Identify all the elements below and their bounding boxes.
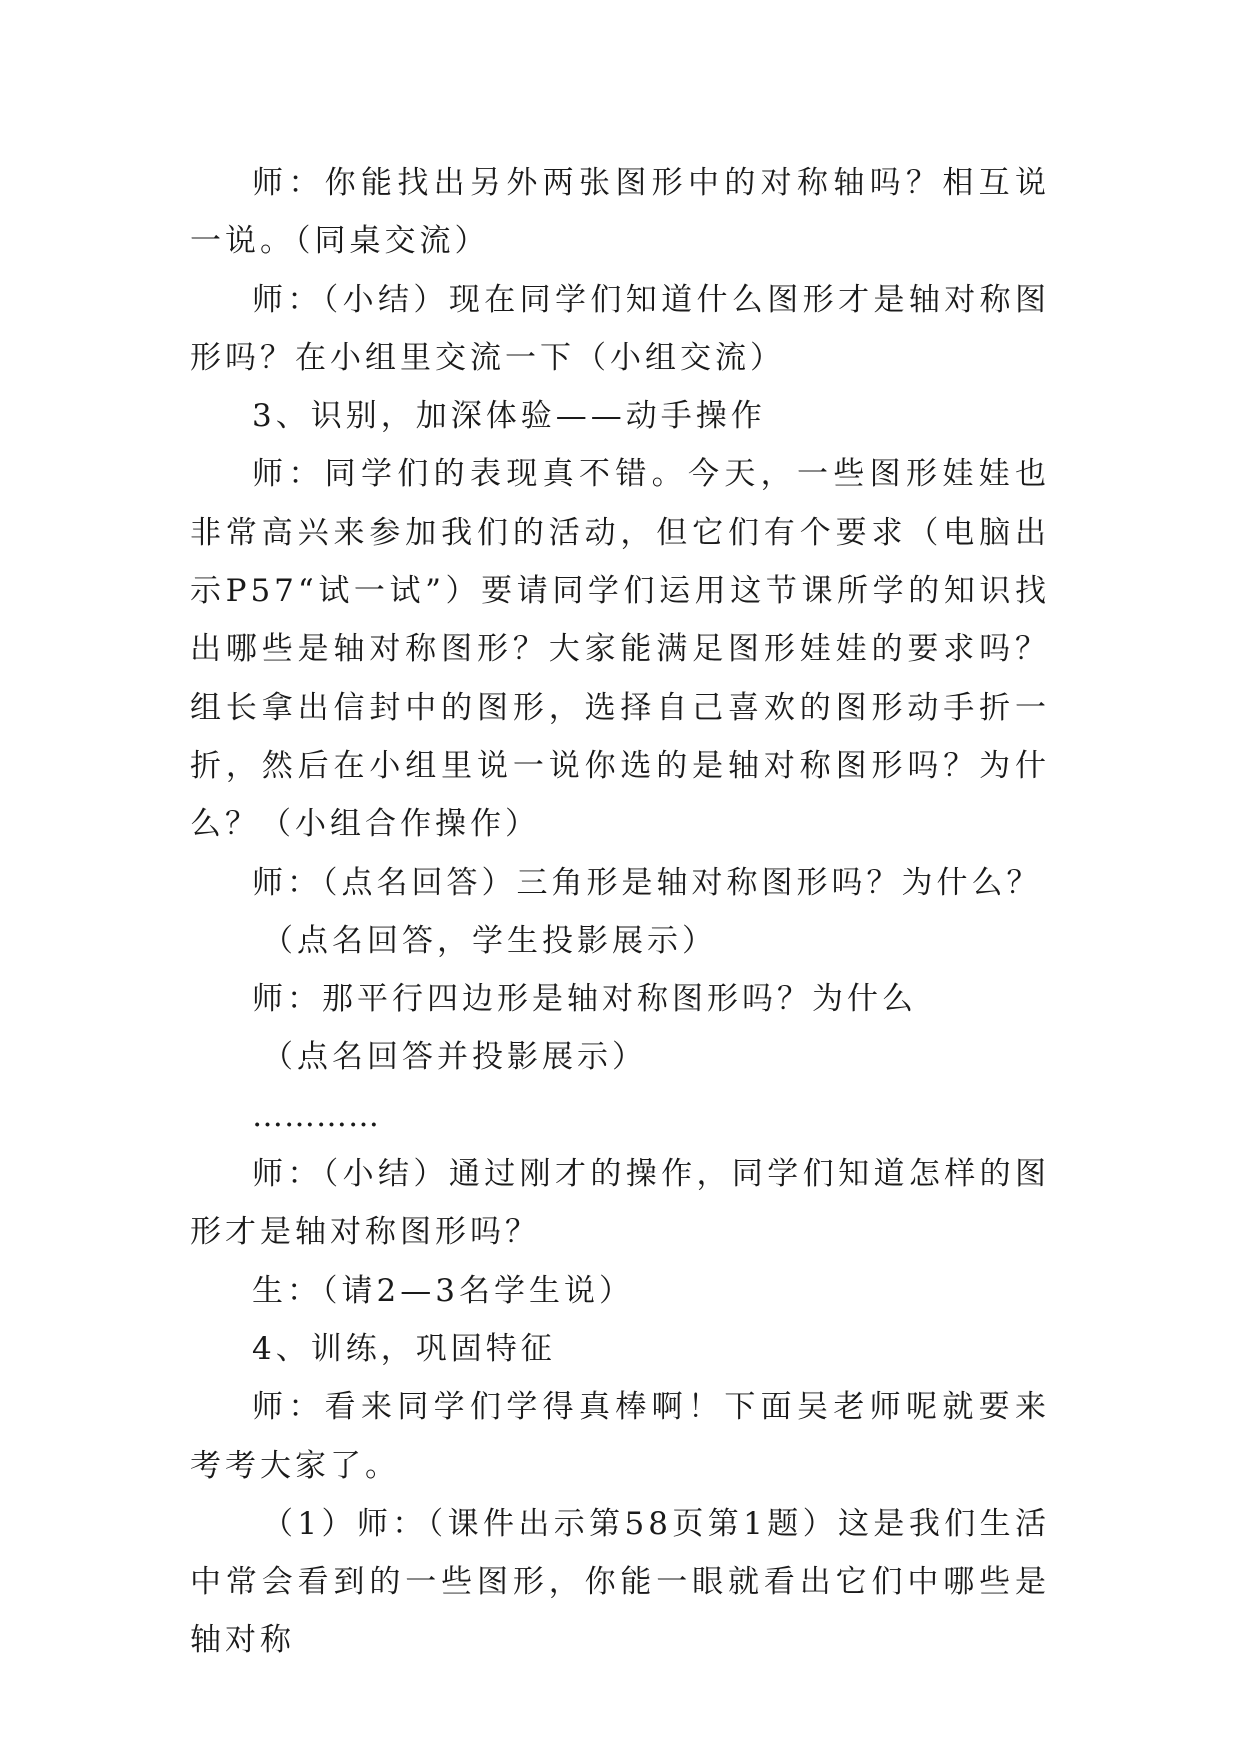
paragraph-student-answer: 生：（请2—3名学生说） bbox=[252, 1272, 634, 1309]
paragraph-shape-dolls: 师：同学们的表现真不错。今天，一些图形娃娃也非常高兴来参加我们的活动，但它们有个要求（电脑出示P57“试一试”）要请同学们运用这节课所学的知识找出哪些是轴对称图形？大家能满足图形娃娃的要求吗？组长拿出信封中的图形，选择自己喜欢的图形动手折一折，然后在小组里说一说你选的是轴对称图形吗？为什么？（小组合作操作） bbox=[190, 456, 1050, 843]
paragraph-operation-summary: 师：（小结）通过刚才的操作，同学们知道怎样的图形才是轴对称图形吗？ bbox=[190, 1156, 1050, 1251]
paragraph-section-4-heading: 4、训练，巩固特征 bbox=[252, 1330, 556, 1367]
paragraph-parallelogram-answer: （点名回答并投影展示） bbox=[262, 1039, 647, 1076]
paragraph-triangle-question: 师：（点名回答）三角形是轴对称图形吗？为什么？ bbox=[252, 864, 1042, 901]
paragraph-ellipsis: ………… bbox=[252, 1097, 380, 1134]
paragraph-summary-question: 师：（小结）现在同学们知道什么图形才是轴对称图形吗？在小组里交流一下（小组交流） bbox=[190, 281, 1050, 376]
paragraph-teacher-test: 师：看来同学们学得真棒啊！下面吴老师呢就要来考考大家了。 bbox=[190, 1389, 1050, 1484]
document-body bbox=[190, 154, 1050, 1670]
paragraph-find-axis: 师：你能找出另外两张图形中的对称轴吗？相互说一说。（同桌交流） bbox=[190, 165, 1050, 260]
paragraph-exercise-1: （1）师：（课件出示第58页第1题）这是我们生活中常会看到的一些图形，你能一眼就看出它们中哪些是轴对称 bbox=[190, 1505, 1050, 1659]
paragraph-section-3-heading: 3、识别，加深体验——动手操作 bbox=[252, 398, 766, 435]
paragraph-triangle-answer: （点名回答，学生投影展示） bbox=[262, 922, 717, 959]
paragraph-parallelogram-question: 师：那平行四边形是轴对称图形吗？为什么 bbox=[252, 981, 917, 1018]
